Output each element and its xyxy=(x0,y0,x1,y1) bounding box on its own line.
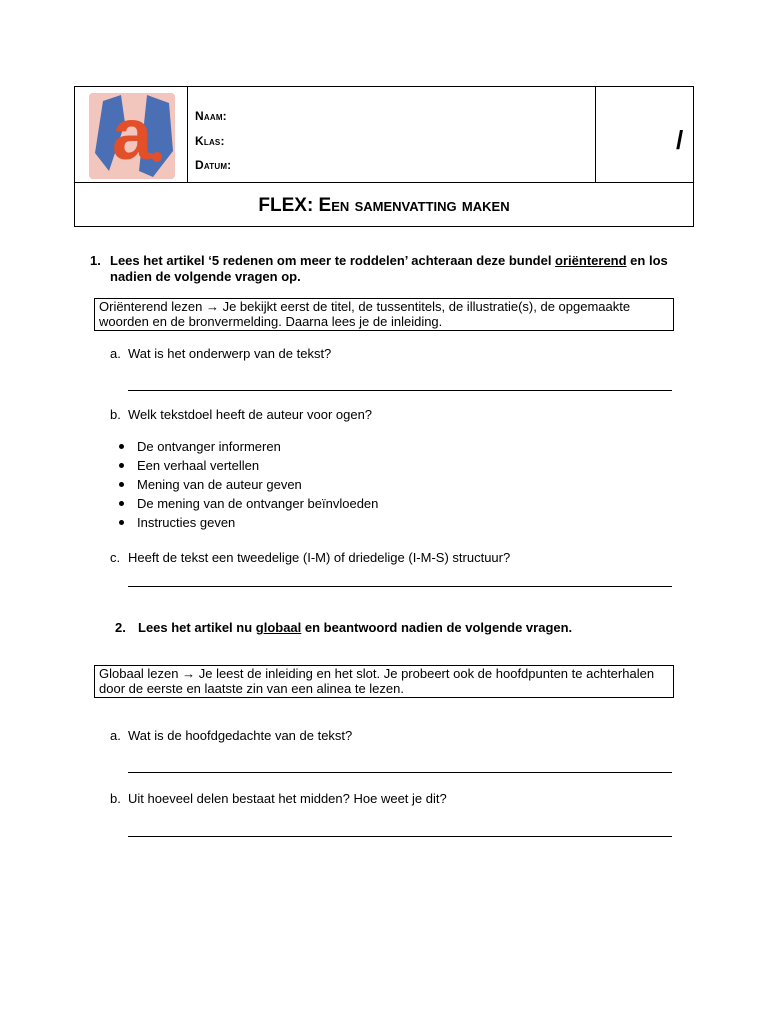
option-list xyxy=(115,437,675,532)
school-logo xyxy=(89,93,175,179)
date-field-label: Datum: xyxy=(195,158,232,172)
question-number: 2. xyxy=(115,620,126,635)
question-text: Lees het artikel ‘5 redenen om meer te roddelen’ achteraan deze bundel oriënterend en los nadien de volgende vragen op. xyxy=(110,253,668,284)
sub-question-a xyxy=(110,728,670,746)
header-divider xyxy=(187,87,188,183)
sub-question-text: Heeft de tekst een tweedelige (I-M) of driedelige (I-M-S) structuur? xyxy=(128,550,511,565)
answer-line[interactable] xyxy=(128,390,672,391)
sub-question-label: a. xyxy=(110,728,121,743)
sub-question-label: c. xyxy=(110,550,121,565)
sub-question-c xyxy=(110,550,670,568)
sub-question-text: Uit hoeveel delen bestaat het midden? Hoe weet je dit? xyxy=(128,791,447,806)
list-item: De mening van de ontvanger beïnvloeden xyxy=(115,494,675,513)
question-number: 1. xyxy=(90,253,101,268)
sub-question-b xyxy=(110,791,670,809)
question-2 xyxy=(115,620,695,638)
info-box: Oriënterend lezen → Je bekijkt eerst de titel, de tussentitels, de illustratie(s), de opgemaakte woorden en de bronvermelding. Daarna lees je de inleiding. xyxy=(94,298,674,331)
sub-question-text: Wat is de hoofdgedachte van de tekst? xyxy=(128,728,353,743)
list-item: Mening van de auteur geven xyxy=(115,475,675,494)
header-table xyxy=(74,86,694,227)
sub-question-label: b. xyxy=(110,407,121,422)
answer-line[interactable] xyxy=(128,772,672,773)
sub-question-b xyxy=(110,407,670,425)
score-mark: / xyxy=(676,125,684,155)
question-emphasis: globaal xyxy=(255,620,302,635)
info-box: Globaal lezen → Je leest de inleiding en het slot. Je probeert ook de hoofdpunten te achterhalen door de eerste en laatste zin van een alinea te lezen. xyxy=(94,665,674,698)
question-1 xyxy=(90,253,690,287)
logo-letter: a xyxy=(111,95,153,175)
list-item: Een verhaal vertellen xyxy=(115,456,675,475)
sub-question-label: b. xyxy=(110,791,121,806)
name-field-label: Naam: xyxy=(195,109,227,123)
sub-question-a xyxy=(110,346,670,364)
header-divider xyxy=(75,182,693,183)
question-text: Lees het artikel nu globaal en beantwoord nadien de volgende vragen. xyxy=(138,620,573,635)
list-item: De ontvanger informeren xyxy=(115,437,675,456)
question-emphasis: oriënterend xyxy=(555,253,627,268)
class-field-label: Klas: xyxy=(195,134,225,148)
answer-line[interactable] xyxy=(128,586,672,587)
list-item: Instructies geven xyxy=(115,513,675,532)
answer-line[interactable] xyxy=(128,836,672,837)
sub-question-text: Welk tekstdoel heeft de auteur voor ogen? xyxy=(128,407,373,422)
page-title: FLEX: Een samenvatting maken xyxy=(258,195,510,216)
sub-question-label: a. xyxy=(110,346,121,361)
sub-question-text: Wat is het onderwerp van de tekst? xyxy=(128,346,332,361)
header-divider xyxy=(595,87,596,183)
